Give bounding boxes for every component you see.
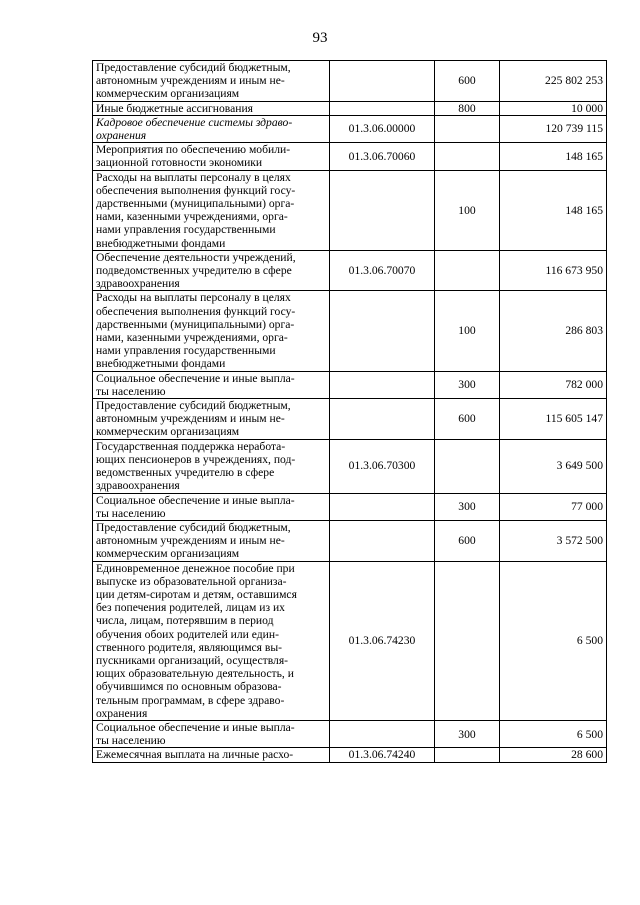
row-sum-text: 225 802 253	[545, 74, 603, 88]
table-row	[93, 439, 607, 493]
row-code-cell	[330, 371, 435, 398]
row-name-cell	[93, 561, 330, 720]
row-sum-cell	[500, 170, 607, 250]
row-sum-cell	[500, 115, 607, 142]
table-row	[93, 115, 607, 142]
budget-table	[92, 60, 607, 763]
row-sum-text: 77 000	[571, 500, 603, 514]
table-row	[93, 720, 607, 747]
row-expense-type-cell	[435, 493, 500, 520]
row-expense-type-cell	[435, 371, 500, 398]
row-name-cell	[93, 520, 330, 561]
row-expense-type-text: 600	[458, 412, 476, 426]
row-name-text: Предоставление субсидий бюджетным, автономным учреждениям и иным не- коммерческим организациям	[96, 520, 291, 561]
row-code-text: 01.3.06.00000	[348, 122, 416, 136]
row-sum-text: 3 649 500	[556, 459, 603, 473]
row-code-cell	[330, 399, 435, 440]
table-row	[93, 101, 607, 115]
row-name-cell	[93, 250, 330, 291]
row-name-text: Социальное обеспечение и иные выпла- ты населению	[96, 493, 295, 520]
row-code-cell	[330, 493, 435, 520]
row-name-cell	[93, 61, 330, 102]
row-code-text: 01.3.06.70070	[348, 264, 416, 278]
table-row	[93, 399, 607, 440]
row-sum-text: 116 673 950	[545, 264, 603, 278]
row-expense-type-cell	[435, 720, 500, 747]
row-name-cell	[93, 720, 330, 747]
row-name-text: Мероприятия по обеспечению мобили- зационной готовности экономики	[96, 143, 291, 170]
row-expense-type-cell	[435, 61, 500, 102]
row-sum-cell	[500, 561, 607, 720]
row-name-cell	[93, 115, 330, 142]
row-code-cell	[330, 143, 435, 170]
row-code-cell	[330, 561, 435, 720]
row-name-text: Государственная поддержка неработа- ющих пенсионеров в учреждениях, под- ведомственных учредителю в сфере здравоохранения	[96, 439, 296, 493]
row-name-text: Социальное обеспечение и иные выпла- ты населению	[96, 371, 295, 398]
row-sum-text: 148 165	[565, 203, 603, 217]
row-expense-type-text: 600	[458, 74, 476, 88]
row-code-cell	[330, 748, 435, 762]
row-name-text: Предоставление субсидий бюджетным, автономным учреждениям и иным не- коммерческим организациям	[96, 399, 291, 439]
row-sum-cell	[500, 748, 607, 762]
row-code-cell	[330, 250, 435, 291]
row-sum-text: 6 500	[576, 727, 603, 741]
row-code-text: 01.3.06.70300	[348, 459, 416, 473]
row-expense-type-cell	[435, 143, 500, 170]
row-sum-text: 120 739 115	[545, 122, 603, 136]
row-sum-cell	[500, 399, 607, 440]
row-name-text: Единовременное денежное пособие при выпуске из образовательной организа- ции детям-сиротам и детям, оставшимся без попечения родителей, лицам из их числа, лицам, потерявшим в период обучения обоих родителей или един- ственного родителя, являющимся вы- пускниками организаций, осуществля- ющих образовательную деятельность, и обучившимся по основным образова- тельным программам, в сфере здраво- охранения	[96, 561, 297, 720]
row-expense-type-cell	[435, 561, 500, 720]
row-name-cell	[93, 291, 330, 371]
row-code-cell	[330, 439, 435, 493]
table-row	[93, 250, 607, 291]
row-expense-type-cell	[435, 170, 500, 250]
row-sum-cell	[500, 371, 607, 398]
row-expense-type-text: 100	[458, 203, 476, 217]
row-sum-cell	[500, 291, 607, 371]
row-expense-type-cell	[435, 399, 500, 440]
row-name-text: Кадровое обеспечение системы здраво- охранения	[96, 115, 293, 143]
row-sum-cell	[500, 61, 607, 102]
row-sum-cell	[500, 101, 607, 115]
row-name-cell	[93, 493, 330, 520]
row-name-cell	[93, 371, 330, 398]
row-sum-text: 115 605 147	[545, 412, 603, 426]
row-name-text: Ежемесячная выплата на личные расхо-	[96, 748, 294, 762]
row-expense-type-cell	[435, 250, 500, 291]
table-row	[93, 493, 607, 520]
row-sum-cell	[500, 250, 607, 291]
row-expense-type-cell	[435, 115, 500, 142]
row-code-cell	[330, 115, 435, 142]
table-row	[93, 170, 607, 250]
table-row	[93, 61, 607, 102]
row-expense-type-cell	[435, 101, 500, 115]
row-code-text: 01.3.06.70060	[348, 149, 416, 163]
row-sum-text: 10 000	[571, 101, 603, 115]
row-name-text: Иные бюджетные ассигнования	[96, 101, 253, 115]
row-name-cell	[93, 170, 330, 250]
row-expense-type-text: 300	[458, 500, 476, 514]
page-number: 93	[312, 30, 328, 46]
row-code-text: 01.3.06.74230	[348, 634, 416, 648]
row-sum-cell	[500, 720, 607, 747]
row-sum-cell	[500, 439, 607, 493]
row-code-text: 01.3.06.74240	[348, 748, 416, 762]
row-expense-type-text: 300	[458, 378, 476, 392]
row-sum-cell	[500, 143, 607, 170]
row-sum-text: 6 500	[576, 634, 603, 648]
row-name-cell	[93, 399, 330, 440]
row-expense-type-cell	[435, 291, 500, 371]
table-row	[93, 748, 607, 762]
row-expense-type-text: 800	[458, 101, 476, 115]
row-expense-type-text: 100	[458, 324, 476, 338]
table-row	[93, 561, 607, 720]
row-name-text: Расходы на выплаты персоналу в целях обеспечения выполнения функций госу- дарственными (муниципальными) орга- нами, казенными учреждениями, орга- нами управления государственными внебюджетными фондами	[96, 170, 296, 250]
row-code-cell	[330, 101, 435, 115]
row-code-cell	[330, 61, 435, 102]
row-sum-cell	[500, 493, 607, 520]
table-row	[93, 291, 607, 371]
row-name-text: Расходы на выплаты персоналу в целях обеспечения выполнения функций госу- дарственными (муниципальными) орга- нами, казенными учреждениями, орга- нами управления государственными внебюджетными фондами	[96, 291, 296, 371]
row-sum-cell	[500, 520, 607, 561]
table-row	[93, 520, 607, 561]
row-expense-type-text: 600	[458, 534, 476, 548]
row-name-text: Обеспечение деятельности учреждений, подведомственных учредителю в сфере здравоохранения	[96, 250, 296, 291]
row-code-cell	[330, 291, 435, 371]
budget-table-body	[93, 61, 607, 763]
row-code-cell	[330, 170, 435, 250]
row-sum-text: 28 600	[571, 748, 603, 762]
row-sum-text: 3 572 500	[556, 534, 603, 548]
row-expense-type-cell	[435, 748, 500, 762]
row-name-cell	[93, 101, 330, 115]
row-name-cell	[93, 439, 330, 493]
row-name-text: Предоставление субсидий бюджетным, автономным учреждениям и иным не- коммерческим организациям	[96, 61, 291, 101]
row-name-cell	[93, 748, 330, 762]
row-sum-text: 286 803	[565, 324, 603, 338]
row-expense-type-cell	[435, 520, 500, 561]
table-row	[93, 143, 607, 170]
row-sum-text: 148 165	[565, 149, 603, 163]
row-expense-type-text: 300	[458, 727, 476, 741]
row-code-cell	[330, 720, 435, 747]
row-name-text: Социальное обеспечение и иные выпла- ты населению	[96, 720, 295, 748]
row-sum-text: 782 000	[565, 378, 603, 392]
row-name-cell	[93, 143, 330, 170]
row-expense-type-cell	[435, 439, 500, 493]
row-code-cell	[330, 520, 435, 561]
table-row	[93, 371, 607, 398]
